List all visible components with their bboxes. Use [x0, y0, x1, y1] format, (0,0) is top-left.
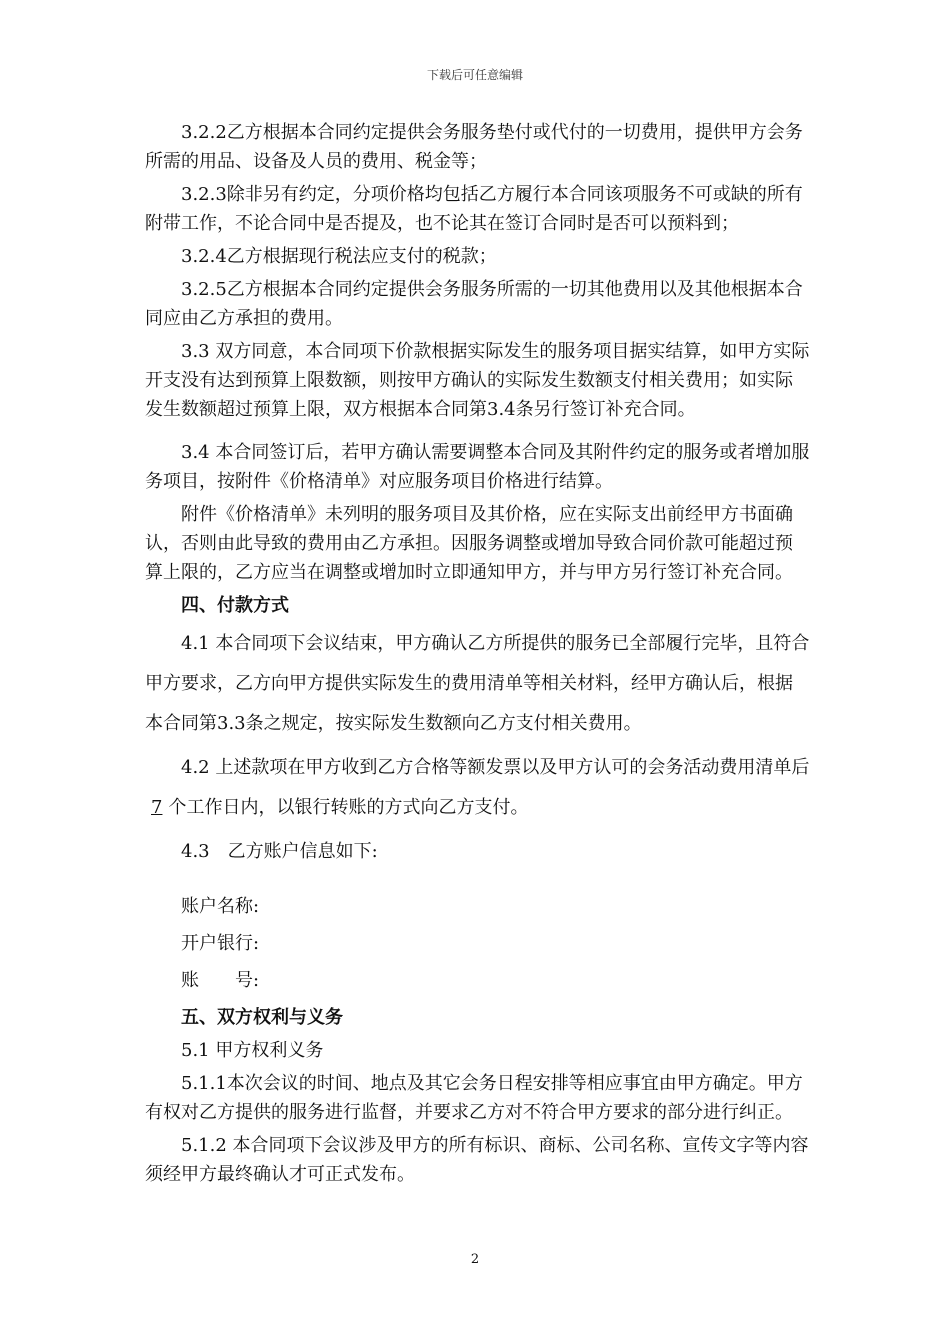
clause-4-2-text-a: 4.2 上述款项在甲方收到乙方合格等额发票以及甲方认可的会务活动费用清单后 — [181, 757, 810, 778]
clause-5-1-2: 5.1.2 本合同项下会议涉及甲方的所有标识、商标、公司名称、宣传文字等内容须经甲方最终确认才可正式发布。 — [145, 1135, 809, 1185]
clause-4-2-text-b: 个工作日内，以银行转账的方式向乙方支付。 — [168, 797, 529, 818]
clause-4-3: 4.3 乙方账户信息如下: — [181, 841, 378, 862]
clause-3-4-appendix: 附件《价格清单》未列明的服务项目及其价格，应在实际支出前经甲方书面确认，否则由此导致的费用由乙方承担。因服务调整或增加导致合同价款可能超过预算上限的，乙方应当在调整或增加时立即通知甲方，并与甲方另行签订补充合同。 — [145, 504, 793, 583]
page-header: 下载后可任意编辑 — [426, 68, 523, 82]
clause-5-1-1: 5.1.1本次会议的时间、地点及其它会务日程安排等相应事宜由甲方确定。甲方有权对乙方提供的服务进行监督，并要求乙方对不符合甲方要求的部分进行纠正。 — [145, 1073, 803, 1123]
clause-3-2-5: 3.2.5乙方根据本合同约定提供会务服务所需的一切其他费用以及其他根据本合同应由乙方承担的费用。 — [145, 279, 803, 329]
clause-4-2 — [145, 748, 810, 828]
document-body — [145, 118, 810, 1189]
account-bank-label: 开户银行: — [181, 933, 260, 954]
clause-4-1: 4.1 本合同项下会议结束，甲方确认乙方所提供的服务已全部履行完毕，且符合甲方要求，乙方向甲方提供实际发生的费用清单等相关材料，经甲方确认后，根据本合同第3.3条之规定，按实际发生数额向乙方支付相关费用。 — [145, 633, 810, 734]
clause-3-2-3: 3.2.3除非另有约定，分项价格均包括乙方履行本合同该项服务不可或缺的所有附带工作，不论合同中是否提及，也不论其在签订合同时是否可以预料到； — [145, 184, 803, 234]
clause-3-2-4: 3.2.4乙方根据现行税法应支付的税款； — [181, 246, 497, 267]
clause-3-2-2: 3.2.2乙方根据本合同约定提供会务服务垫付或代付的一切费用，提供甲方会务所需的用品、设备及人员的费用、税金等； — [145, 122, 803, 172]
account-name-label: 账户名称: — [181, 896, 260, 917]
clause-5-1: 5.1 甲方权利义务 — [181, 1040, 324, 1061]
account-number-label: 账 号: — [181, 970, 260, 991]
payment-days: 7 — [151, 797, 163, 818]
clause-3-3: 3.3 双方同意，本合同项下价款根据实际发生的服务项目据实结算，如甲方实际开支没有达到预算上限数额，则按甲方确认的实际发生数额支付相关费用；如实际发生数额超过预算上限，双方根据本合同第3.4条另行签订补充合同。 — [145, 341, 810, 420]
page-number: 2 — [470, 1252, 480, 1267]
section-5-heading: 五、双方权利与义务 — [181, 1007, 343, 1028]
section-4-heading: 四、付款方式 — [181, 595, 289, 616]
clause-3-4: 3.4 本合同签订后，若甲方确认需要调整本合同及其附件约定的服务或者增加服务项目，按附件《价格清单》对应服务项目价格进行结算。 — [145, 442, 810, 492]
